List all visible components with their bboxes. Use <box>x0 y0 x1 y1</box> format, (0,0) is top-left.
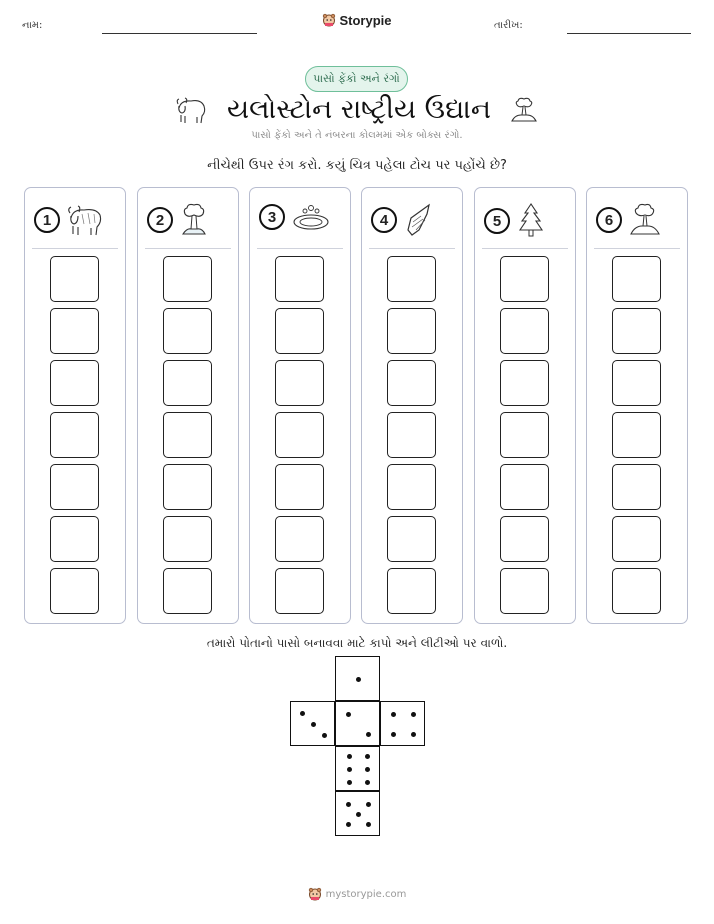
column-4 <box>361 187 463 624</box>
column-divider <box>594 248 680 249</box>
color-box[interactable] <box>500 412 549 458</box>
mascot-icon <box>322 13 336 27</box>
column-number: 6 <box>596 207 622 233</box>
die-pip <box>356 812 361 817</box>
color-box[interactable] <box>500 516 549 562</box>
die-face-2 <box>335 701 380 746</box>
color-box[interactable] <box>612 412 661 458</box>
color-box[interactable] <box>275 516 324 562</box>
die-pip <box>365 780 370 785</box>
column-divider <box>145 248 231 249</box>
color-box[interactable] <box>163 256 212 302</box>
color-box[interactable] <box>612 516 661 562</box>
column-header <box>484 202 546 240</box>
geyser-cone-icon <box>628 202 662 238</box>
column-number: 2 <box>147 207 173 233</box>
die-pip <box>366 732 371 737</box>
die-pip <box>311 722 316 727</box>
die-pip <box>347 780 352 785</box>
column-number: 5 <box>484 208 510 234</box>
color-box[interactable] <box>500 568 549 614</box>
color-box[interactable] <box>387 516 436 562</box>
die-pip <box>346 712 351 717</box>
title-row <box>0 91 714 129</box>
die-pip <box>391 732 396 737</box>
color-box[interactable] <box>500 464 549 510</box>
bison-icon <box>66 202 106 238</box>
color-box[interactable] <box>612 568 661 614</box>
die-pip <box>300 711 305 716</box>
date-label: તારીખ: <box>494 20 523 31</box>
color-box[interactable] <box>387 568 436 614</box>
color-box[interactable] <box>163 412 212 458</box>
die-pip <box>365 754 370 759</box>
column-5 <box>474 187 576 624</box>
column-number: 4 <box>371 207 397 233</box>
column-header <box>371 202 433 238</box>
die-face-3 <box>290 701 335 746</box>
die-pip <box>365 767 370 772</box>
color-box[interactable] <box>275 308 324 354</box>
color-box[interactable] <box>387 360 436 406</box>
die-face-5 <box>335 791 380 836</box>
color-box[interactable] <box>163 568 212 614</box>
bison-icon <box>175 94 209 126</box>
name-line[interactable] <box>102 33 257 34</box>
color-box[interactable] <box>500 308 549 354</box>
geyser-icon <box>179 202 209 238</box>
die-pip <box>411 732 416 737</box>
footer <box>0 886 714 905</box>
cut-instruction: તમારો પોતાનો પાસો બનાવવા માટે કાપો અને લીટીઓ પર વાળો. <box>206 636 508 650</box>
color-box[interactable] <box>50 464 99 510</box>
color-box[interactable] <box>275 464 324 510</box>
pine-tree-icon <box>516 202 546 240</box>
brand-logo <box>0 12 714 31</box>
brand-name: Storypie <box>339 12 392 28</box>
instruction-text: નીચેથી ઉપર રંગ કરો. કયું ચિત્ર પહેલા ટોચ પર પહોંચે છે? <box>207 158 507 173</box>
activity-badge: પાસો ફેંકો અને રંગો <box>305 66 408 92</box>
color-box[interactable] <box>50 412 99 458</box>
color-box[interactable] <box>275 360 324 406</box>
color-box[interactable] <box>612 308 661 354</box>
column-divider <box>32 248 118 249</box>
die-pip <box>346 802 351 807</box>
geyser-cone-icon <box>509 95 539 125</box>
footer-url: mystorypie.com <box>325 888 407 900</box>
color-box[interactable] <box>500 360 549 406</box>
color-box[interactable] <box>50 568 99 614</box>
die-pip <box>366 822 371 827</box>
die-pip <box>356 677 361 682</box>
color-box[interactable] <box>50 516 99 562</box>
die-pip <box>366 802 371 807</box>
color-box[interactable] <box>275 412 324 458</box>
color-box[interactable] <box>387 464 436 510</box>
color-box[interactable] <box>387 256 436 302</box>
page-title: યલોસ્ટોન રાષ્ટ્રીય ઉદ્યાન <box>227 94 491 125</box>
color-box[interactable] <box>612 256 661 302</box>
color-box[interactable] <box>50 308 99 354</box>
column-number: 3 <box>259 204 285 230</box>
color-box[interactable] <box>163 464 212 510</box>
subtitle: પાસો ફેંકો અને તે નંબરના કોલમમાં એક બોક્સ રંગો. <box>251 130 463 141</box>
hot-spring-icon <box>291 202 331 232</box>
footer-mascot-icon <box>308 887 322 901</box>
color-box[interactable] <box>387 308 436 354</box>
color-box[interactable] <box>612 360 661 406</box>
color-box[interactable] <box>275 256 324 302</box>
die-pip <box>346 822 351 827</box>
column-2 <box>137 187 239 624</box>
die-pip <box>411 712 416 717</box>
column-header <box>259 202 331 232</box>
die-pip <box>391 712 396 717</box>
color-box[interactable] <box>612 464 661 510</box>
column-3 <box>249 187 351 624</box>
die-pip <box>347 754 352 759</box>
column-divider <box>369 248 455 249</box>
arrowhead-icon <box>403 202 433 238</box>
color-box[interactable] <box>50 360 99 406</box>
column-header <box>596 202 662 238</box>
die-face-6 <box>335 746 380 791</box>
name-label: નામ: <box>22 20 43 31</box>
color-box[interactable] <box>387 412 436 458</box>
die-pip <box>322 733 327 738</box>
column-6 <box>586 187 688 624</box>
column-header <box>147 202 209 238</box>
column-divider <box>482 248 568 249</box>
die-pip <box>347 767 352 772</box>
die-face-1 <box>335 656 380 701</box>
column-divider <box>257 248 343 249</box>
column-1 <box>24 187 126 624</box>
column-number: 1 <box>34 207 60 233</box>
color-box[interactable] <box>163 360 212 406</box>
die-face-4 <box>380 701 425 746</box>
column-header <box>34 202 106 238</box>
color-box[interactable] <box>163 308 212 354</box>
color-box[interactable] <box>500 256 549 302</box>
color-box[interactable] <box>50 256 99 302</box>
date-line[interactable] <box>567 33 691 34</box>
color-box[interactable] <box>163 516 212 562</box>
color-box[interactable] <box>275 568 324 614</box>
